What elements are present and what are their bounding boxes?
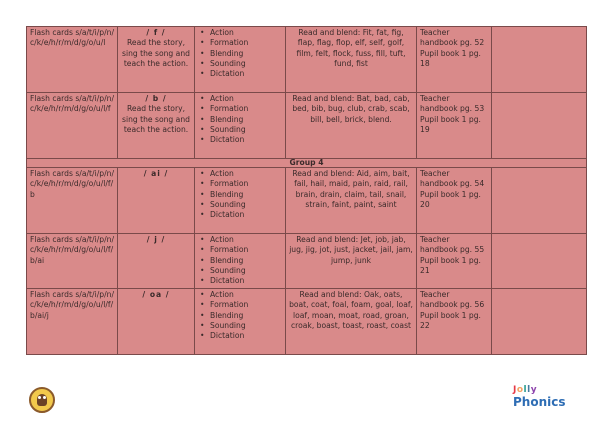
activity-item: • Action bbox=[210, 28, 282, 38]
handbook-cell: Teacher handbook pg. 56 Pupil book 1 pg. 22 bbox=[417, 289, 492, 355]
table-row bbox=[27, 234, 587, 289]
activity-item: • Dictation bbox=[210, 210, 282, 220]
empty-cell bbox=[492, 93, 587, 159]
activities-cell bbox=[195, 289, 286, 355]
activities-cell bbox=[195, 234, 286, 289]
empty-cell bbox=[492, 234, 587, 289]
owl-icon bbox=[37, 394, 47, 406]
activity-item: • Formation bbox=[210, 300, 282, 310]
flash-cards-cell: Flash cards s/a/t/i/p/n/c/k/e/h/r/m/d/g/o/u/l/f bbox=[27, 93, 118, 159]
activity-item: • Sounding bbox=[210, 59, 282, 69]
activity-item: • Formation bbox=[210, 104, 282, 114]
blend-cell: Read and blend: Bat, bad, cab, bed, bib, bug, club, crab, scab, bill, bell, brick, blend. bbox=[286, 93, 417, 159]
activity-item: • Blending bbox=[210, 49, 282, 59]
activities-cell bbox=[195, 168, 286, 234]
activity-item: • Formation bbox=[210, 38, 282, 48]
activity-item: • Blending bbox=[210, 256, 282, 266]
jolly-phonics-logo bbox=[513, 385, 573, 415]
empty-cell bbox=[492, 289, 587, 355]
activity-item: • Sounding bbox=[210, 125, 282, 135]
sound-label: / oa / bbox=[142, 290, 170, 299]
sound-cell bbox=[118, 93, 195, 159]
owl-seal-icon bbox=[29, 387, 55, 413]
activity-item: • Dictation bbox=[210, 276, 282, 286]
sound-cell bbox=[118, 27, 195, 93]
flash-cards-cell: Flash cards s/a/t/i/p/n/c/k/e/h/r/m/d/g/o/u/l/f/b/ai bbox=[27, 234, 118, 289]
flash-cards-cell: Flash cards s/a/t/i/p/n/c/k/e/h/r/m/d/g/o/u/l/f/b bbox=[27, 168, 118, 234]
activities-cell bbox=[195, 27, 286, 93]
activity-item: • Sounding bbox=[210, 266, 282, 276]
table-row bbox=[27, 93, 587, 159]
handbook-cell: Teacher handbook pg. 52 Pupil book 1 pg. 18 bbox=[417, 27, 492, 93]
blend-cell: Read and blend: Fit, fat, fig, flap, flag, flop, elf, self, golf, film, felt, flock, fuss, fill, tuft, fund, fist bbox=[286, 27, 417, 93]
sound-cell bbox=[118, 289, 195, 355]
teach-text: Read the story, sing the song and teach the action. bbox=[122, 104, 190, 134]
table-row bbox=[27, 27, 587, 93]
activity-item: • Sounding bbox=[210, 321, 282, 331]
activity-item: • Blending bbox=[210, 190, 282, 200]
empty-cell bbox=[492, 27, 587, 93]
activity-item: • Formation bbox=[210, 245, 282, 255]
activity-item: • Dictation bbox=[210, 69, 282, 79]
brand-top: Jolly bbox=[513, 385, 538, 395]
lesson-plan-table bbox=[26, 26, 587, 355]
activity-item: • Blending bbox=[210, 115, 282, 125]
blend-cell: Read and blend: Jet, job, jab, jug, jig, jot, just, jacket, jail, jam, jump, junk bbox=[286, 234, 417, 289]
activity-item: • Action bbox=[210, 290, 282, 300]
activity-item: • Action bbox=[210, 94, 282, 104]
empty-cell bbox=[492, 168, 587, 234]
handbook-cell: Teacher handbook pg. 54 Pupil book 1 pg. 20 bbox=[417, 168, 492, 234]
activity-item: • Dictation bbox=[210, 135, 282, 145]
sound-label: / b / bbox=[145, 94, 167, 103]
blend-cell: Read and blend: Oak, oats, boat, coat, foal, foam, goal, loaf, loaf, moan, moat, road, groan, croak, boast, toast, roast, coast bbox=[286, 289, 417, 355]
activity-item: • Blending bbox=[210, 311, 282, 321]
flash-cards-cell: Flash cards s/a/t/i/p/n/c/k/e/h/r/m/d/g/o/u/l/f/b/ai/j bbox=[27, 289, 118, 355]
handbook-cell: Teacher handbook pg. 53 Pupil book 1 pg. 19 bbox=[417, 93, 492, 159]
table-row bbox=[27, 168, 587, 234]
activity-item: • Dictation bbox=[210, 331, 282, 341]
sound-label: / f / bbox=[146, 28, 166, 37]
activity-item: • Sounding bbox=[210, 200, 282, 210]
activities-cell bbox=[195, 93, 286, 159]
group-header-row bbox=[27, 159, 587, 168]
flash-cards-cell: Flash cards s/a/t/i/p/n/c/k/e/h/r/m/d/g/o/u/l bbox=[27, 27, 118, 93]
brand-bottom: Phonics bbox=[513, 395, 566, 409]
teach-text: Read the story, sing the song and teach the action. bbox=[122, 38, 190, 68]
activity-item: • Formation bbox=[210, 179, 282, 189]
activity-item: • Action bbox=[210, 235, 282, 245]
group-label: Group 4 bbox=[27, 159, 587, 168]
table-row bbox=[27, 289, 587, 355]
blend-cell: Read and blend: Aid, aim, bait, fail, hail, maid, pain, raid, rail, brain, drain, claim, tail, snail, strain, faint, paint, saint bbox=[286, 168, 417, 234]
activity-item: • Action bbox=[210, 169, 282, 179]
sound-cell bbox=[118, 168, 195, 234]
sound-cell bbox=[118, 234, 195, 289]
sound-label: / ai / bbox=[143, 169, 169, 178]
sound-label: / j / bbox=[146, 235, 166, 244]
handbook-cell: Teacher handbook pg. 55 Pupil book 1 pg. 21 bbox=[417, 234, 492, 289]
